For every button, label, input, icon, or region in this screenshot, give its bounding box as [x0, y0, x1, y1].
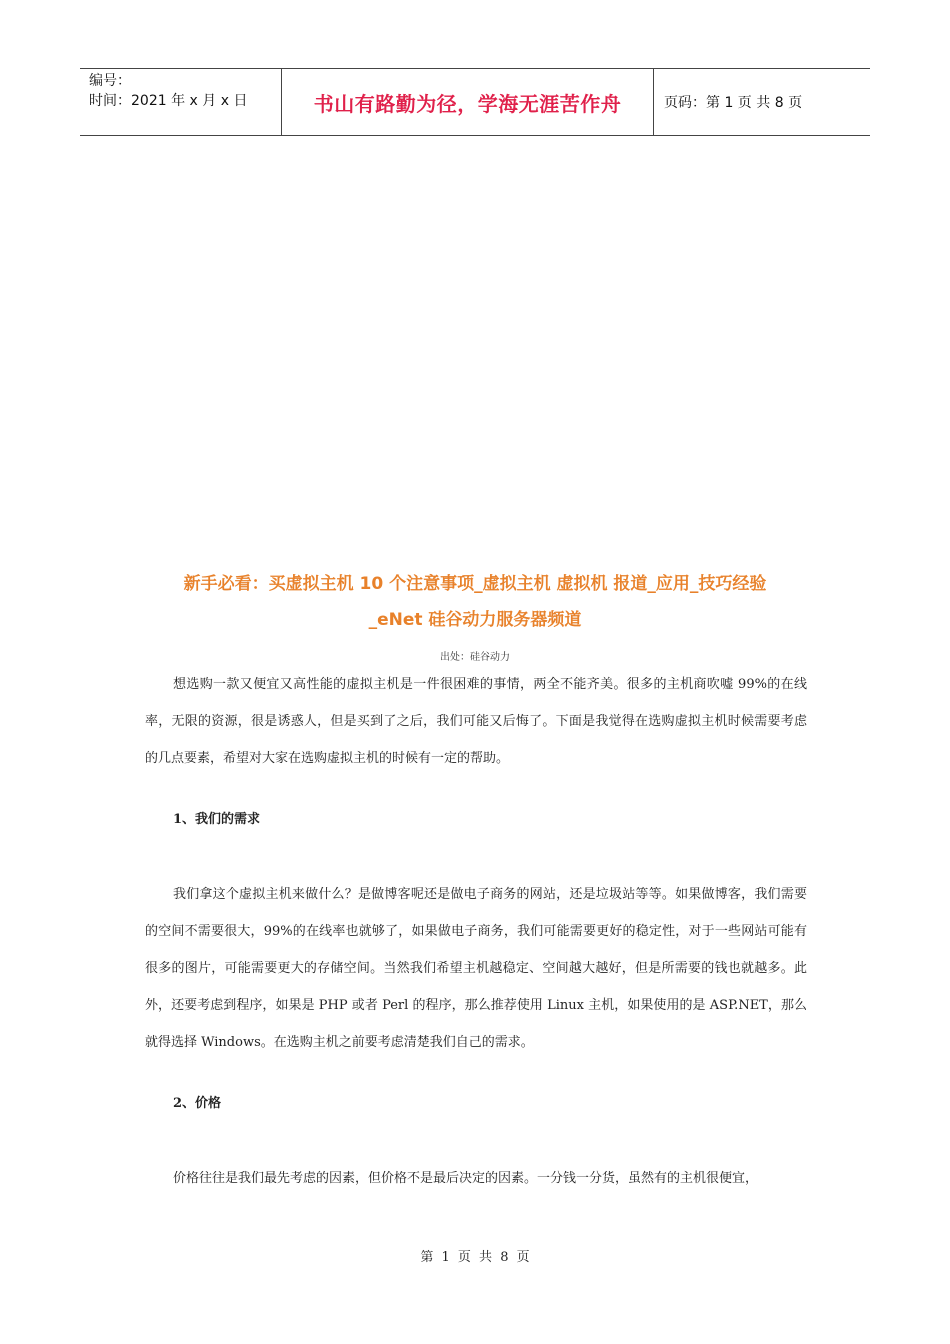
document-date-label: 时间：2021 年 x 月 x 日 — [89, 93, 248, 109]
header-meta-cell — [80, 69, 282, 135]
page-footer: 第 1 页 共 8 页 — [420, 1250, 530, 1265]
article-body — [145, 666, 807, 1197]
header-table — [80, 68, 870, 136]
article-title — [100, 566, 850, 638]
article-title-line-1: 新手必看：买虚拟主机 10 个注意事项_虚拟主机 虚拟机 报道_应用_技巧经验 — [183, 574, 767, 594]
section-1-heading: 1、我们的需求 — [173, 812, 261, 827]
section-2-heading: 2、价格 — [173, 1096, 222, 1111]
header-page-info: 页码：第 1 页 共 8 页 — [664, 95, 803, 111]
section-1-paragraph: 我们拿这个虚拟主机来做什么？是做博客呢还是做电子商务的网站，还是垃圾站等等。如果做博客，我们需要的空间不需要很大，99%的在线率也就够了，如果做电子商务，我们可能需要更好的稳定性，对于一些网站可能有很多的图片，可能需要更大的存储空间。当然我们希望主机越稳定、空间越大越好，但是所需要的钱也就越多。此外，还要考虑到程序，如果是 PHP 或者 Perl 的程序，那么推荐使用 Linux 主机，如果使用的是 ASP.NET，那么就得选择 Windows。在选购主机之前要考虑清楚我们自己的需求。 — [145, 887, 807, 1050]
intro-paragraph: 想选购一款又便宜又高性能的虚拟主机是一件很困难的事情，两全不能齐美。很多的主机商吹嘘 99%的在线率，无限的资源，很是诱惑人，但是买到了之后，我们可能又后悔了。下面是我觉得在选购虚拟主机时候需要考虑的几点要素，希望对大家在选购虚拟主机的时候有一定的帮助。 — [145, 677, 807, 766]
header-motto: 书山有路勤为径，学海无涯苦作舟 — [282, 69, 654, 135]
document-number-label: 编号： — [89, 73, 131, 89]
article-title-line-2: _eNet 硅谷动力服务器频道 — [368, 610, 582, 630]
article-source: 出处：硅谷动力 — [440, 652, 510, 663]
section-2-paragraph: 价格往往是我们最先考虑的因素，但价格不是最后决定的因素。一分钱一分货，虽然有的主机很便宜， — [173, 1171, 759, 1186]
